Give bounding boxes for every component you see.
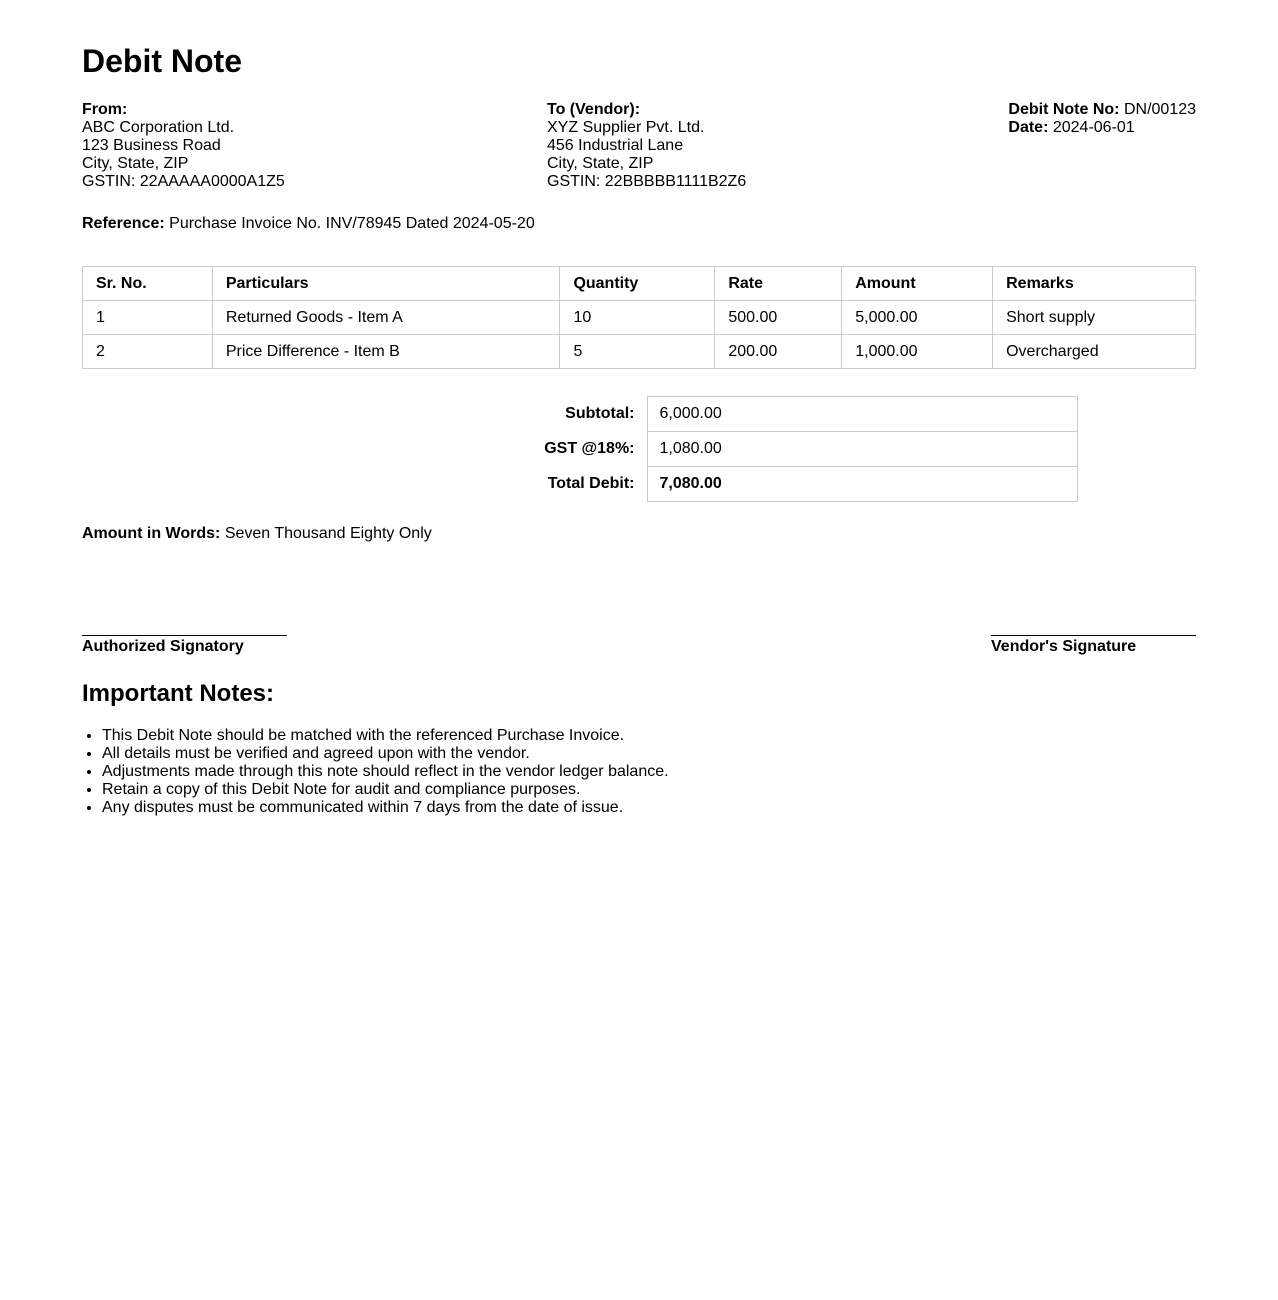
vendor-signature-line: Vendor's Signature xyxy=(991,635,1196,656)
total-label: Total Debit: xyxy=(547,475,635,492)
list-item: • This Debit Note should be matched with the referenced Purchase Invoice. xyxy=(102,727,669,745)
note-number-label: Debit Note No: xyxy=(1008,101,1120,118)
reference-line xyxy=(82,215,535,233)
list-item: • Adjustments made through this note should reflect in the vendor ledger balance. xyxy=(102,763,669,781)
col-header-amount: Amount xyxy=(842,267,993,301)
total-row xyxy=(534,467,1077,502)
list-item: • Any disputes must be communicated within 7 days from the date of issue. xyxy=(102,799,669,817)
vendor-name: XYZ Supplier Pvt. Ltd. xyxy=(547,119,705,136)
table-row xyxy=(83,301,1196,335)
cell-remarks: Short supply xyxy=(993,301,1196,335)
from-label: From: xyxy=(82,101,128,118)
total-value: 7,080.00 xyxy=(647,467,1077,502)
page-title: Debit Note xyxy=(82,43,242,79)
reference-value: Purchase Invoice No. INV/78945 Dated 2024-05-20 xyxy=(169,215,535,232)
cell-sr-no: 1 xyxy=(83,301,213,335)
table-row xyxy=(83,335,1196,369)
notes-heading: Important Notes: xyxy=(82,680,274,707)
vendor-label: To (Vendor): xyxy=(547,101,641,118)
amount-words-label: Amount in Words: xyxy=(82,525,221,542)
note-meta xyxy=(1008,101,1196,137)
col-header-sr-no: Sr. No. xyxy=(83,267,213,301)
cell-particulars: Returned Goods - Item A xyxy=(212,301,560,335)
col-header-particulars: Particulars xyxy=(212,267,560,301)
note-date: 2024-06-01 xyxy=(1052,119,1135,136)
vendor-address-line1: 456 Industrial Lane xyxy=(547,137,684,154)
from-gstin: GSTIN: 22AAAAA0000A1Z5 xyxy=(82,173,285,190)
cell-rate: 500.00 xyxy=(715,301,842,335)
col-header-remarks: Remarks xyxy=(993,267,1196,301)
gst-label: GST @18%: xyxy=(544,440,635,457)
cell-amount: 1,000.00 xyxy=(842,335,993,369)
note-number-line xyxy=(1008,101,1196,119)
cell-quantity: 5 xyxy=(560,335,715,369)
note-date-label: Date: xyxy=(1008,119,1049,136)
col-header-rate: Rate xyxy=(715,267,842,301)
reference-label: Reference: xyxy=(82,215,165,232)
authorized-signatory-line: Authorized Signatory xyxy=(82,635,287,656)
amount-in-words xyxy=(82,525,432,543)
vendor-address-line2: City, State, ZIP xyxy=(547,155,654,172)
note-date-line xyxy=(1008,119,1196,137)
items-table xyxy=(82,266,1196,369)
cell-rate: 200.00 xyxy=(715,335,842,369)
subtotal-value: 6,000.00 xyxy=(647,397,1077,432)
from-address-line2: City, State, ZIP xyxy=(82,155,189,172)
list-item: • All details must be verified and agreed upon with the vendor. xyxy=(102,745,669,763)
subtotal-label: Subtotal: xyxy=(565,405,635,422)
table-header-row xyxy=(83,267,1196,301)
amount-words-value: Seven Thousand Eighty Only xyxy=(224,525,432,542)
col-header-quantity: Quantity xyxy=(560,267,715,301)
subtotal-row xyxy=(534,397,1077,432)
vendor-gstin: GSTIN: 22BBBBB1111B2Z6 xyxy=(547,173,747,190)
vendor-block xyxy=(547,101,746,191)
cell-particulars: Price Difference - Item B xyxy=(212,335,560,369)
gst-value: 1,080.00 xyxy=(647,432,1077,467)
note-number: DN/00123 xyxy=(1123,101,1196,118)
from-block xyxy=(82,101,285,191)
from-address-line1: 123 Business Road xyxy=(82,137,221,154)
list-item: • Retain a copy of this Debit Note for audit and compliance purposes. xyxy=(102,781,669,799)
gst-row xyxy=(534,432,1077,467)
from-name: ABC Corporation Ltd. xyxy=(82,119,235,136)
cell-sr-no: 2 xyxy=(83,335,213,369)
notes-list xyxy=(82,727,669,817)
cell-remarks: Overcharged xyxy=(993,335,1196,369)
cell-quantity: 10 xyxy=(560,301,715,335)
totals-table xyxy=(534,396,1078,502)
cell-amount: 5,000.00 xyxy=(842,301,993,335)
